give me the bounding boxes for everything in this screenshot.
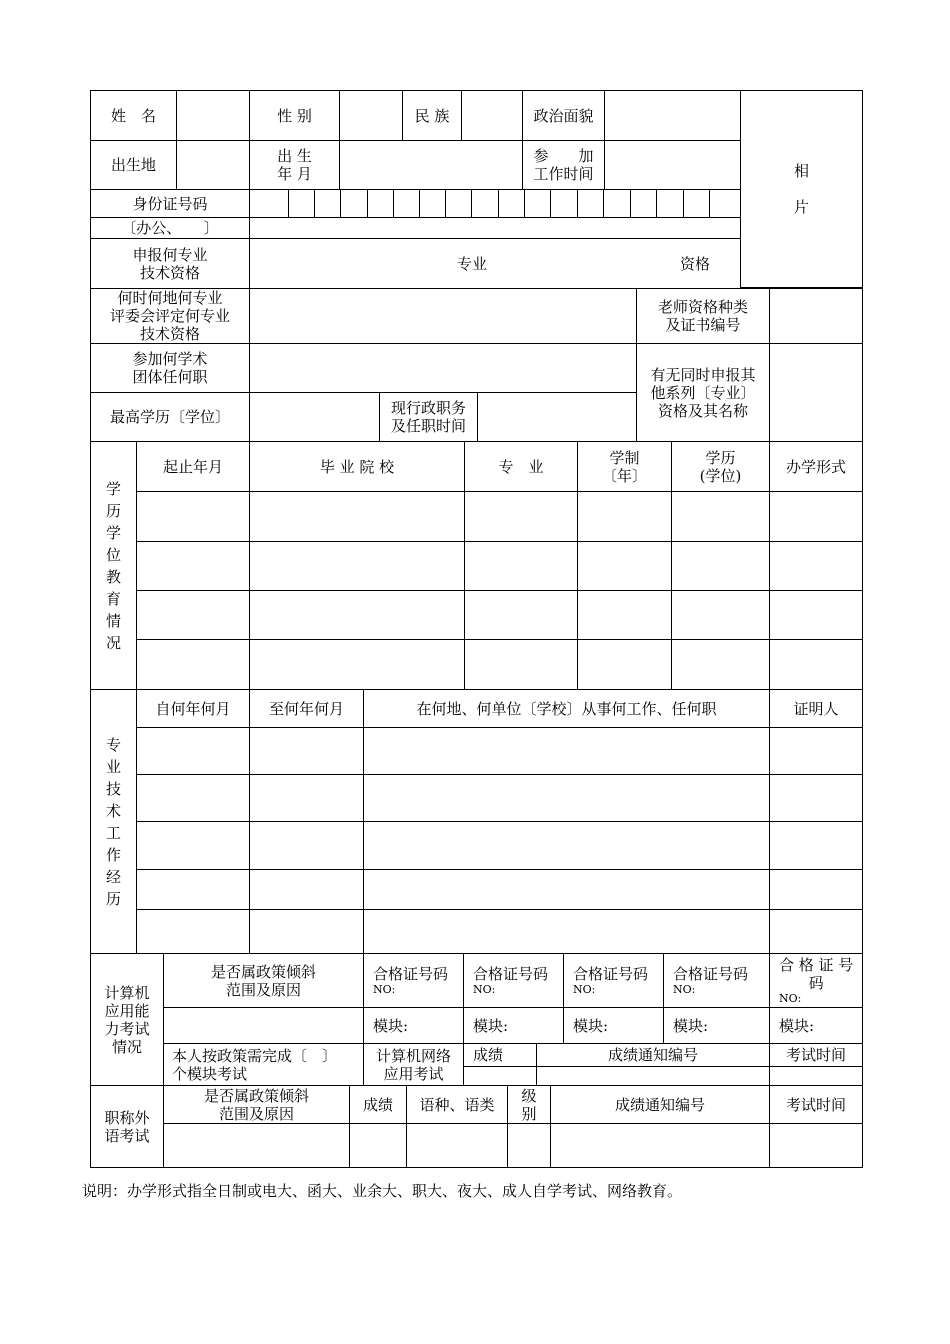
- table-cell[interactable]: [671, 491, 770, 542]
- society-field[interactable]: [249, 343, 637, 393]
- cert-code-cell[interactable]: [563, 953, 664, 1008]
- table-cell[interactable]: [249, 869, 364, 910]
- table-cell[interactable]: [464, 541, 578, 591]
- table-cell[interactable]: [136, 639, 250, 690]
- cert-code-cell[interactable]: [363, 953, 464, 1008]
- table-cell[interactable]: [464, 639, 578, 690]
- gender-field[interactable]: [339, 90, 403, 141]
- language-policy-label: 是否属政策倾斜 范围及原因: [163, 1085, 350, 1124]
- footnote: 说明：办学形式指全日制或电大、函大、业余大、职大、夜大、成人自学考试、网络教育。: [82, 1182, 683, 1200]
- table-cell[interactable]: [249, 491, 465, 542]
- table-cell[interactable]: [769, 541, 863, 591]
- language-level-label: 级 别: [507, 1085, 551, 1124]
- work-header-to: 至何年何月: [249, 689, 364, 728]
- table-cell[interactable]: [136, 727, 250, 775]
- language-notice-label: 成绩通知编号: [550, 1085, 770, 1124]
- network-score-field[interactable]: [463, 1066, 537, 1086]
- work-start-label: 参 加 工作时间: [522, 140, 605, 190]
- table-cell[interactable]: [249, 639, 465, 690]
- id-digit[interactable]: [471, 189, 499, 218]
- table-cell[interactable]: [464, 590, 578, 640]
- other-series-field[interactable]: [769, 343, 863, 442]
- table-cell[interactable]: [577, 541, 672, 591]
- computer-section-label: 计算机 应用能 力考试 情况: [90, 953, 164, 1086]
- table-cell[interactable]: [464, 491, 578, 542]
- table-cell[interactable]: [577, 639, 672, 690]
- evaluated-label: 何时何地何专业 评委会评定何专业 技术资格: [90, 288, 250, 344]
- complete-modules-label: 本人按政策需完成〔 〕 个模块考试: [163, 1043, 364, 1086]
- table-cell[interactable]: [671, 639, 770, 690]
- table-cell[interactable]: [136, 774, 250, 822]
- birthplace-field[interactable]: [176, 140, 250, 190]
- work-header-witness: 证明人: [769, 689, 863, 728]
- birth-date-field[interactable]: [339, 140, 523, 190]
- id-digit[interactable]: [314, 189, 341, 218]
- edu-header-years: 学制 〔年〕: [577, 441, 672, 492]
- cert-code-label: 合格证号码: [373, 965, 449, 983]
- table-cell[interactable]: [769, 774, 863, 822]
- table-cell[interactable]: [769, 727, 863, 775]
- id-digit[interactable]: [656, 189, 684, 218]
- ethnicity-label: 民 族: [402, 90, 462, 141]
- language-score-field[interactable]: [349, 1123, 407, 1168]
- id-digit[interactable]: [630, 189, 657, 218]
- cert-code-label: 合格证号码: [473, 965, 549, 983]
- network-date-field[interactable]: [769, 1066, 863, 1086]
- table-cell[interactable]: [136, 590, 250, 640]
- table-cell[interactable]: [136, 491, 250, 542]
- cert-code-cell[interactable]: [663, 953, 770, 1008]
- language-notice-field[interactable]: [550, 1123, 770, 1168]
- teacher-cert-label: 老师资格种类 及证书编号: [636, 288, 770, 344]
- education-section-text: 学历学位教育情况: [105, 479, 121, 652]
- language-type-field[interactable]: [406, 1123, 508, 1168]
- cert-code-cell[interactable]: [769, 953, 863, 1008]
- language-level-field[interactable]: [507, 1123, 551, 1168]
- phone-field[interactable]: [249, 217, 741, 239]
- module-cell[interactable]: 模块:: [769, 1007, 863, 1044]
- position-label: 现行政职务 及任职时间: [379, 392, 478, 442]
- id-label: 身份证号码: [90, 189, 250, 218]
- gender-label: 性 别: [249, 90, 340, 141]
- work-section-text: 专业技术工作经历: [105, 735, 121, 908]
- id-digit[interactable]: [419, 189, 446, 218]
- language-section-label: 职称外 语考试: [90, 1085, 164, 1168]
- edu-header-school: 毕 业 院 校: [249, 441, 465, 492]
- table-cell[interactable]: [363, 774, 770, 822]
- table-cell[interactable]: [577, 491, 672, 542]
- other-series-label: 有无同时申报其 他系列〔专业〕 资格及其名称: [636, 343, 770, 442]
- evaluated-field[interactable]: [249, 288, 637, 344]
- language-date-field[interactable]: [769, 1123, 863, 1168]
- cert-no-label: NO:: [673, 983, 696, 996]
- table-cell[interactable]: [363, 821, 770, 870]
- table-cell[interactable]: [769, 909, 863, 954]
- id-digit[interactable]: [603, 189, 631, 218]
- position-field[interactable]: [477, 392, 637, 442]
- id-digit[interactable]: [683, 189, 710, 218]
- table-cell[interactable]: [249, 727, 364, 775]
- table-cell[interactable]: [769, 869, 863, 910]
- cert-no-label: NO:: [373, 983, 396, 996]
- id-digit[interactable]: [340, 189, 368, 218]
- edu-header-degree: 学历 (学位): [671, 441, 770, 492]
- id-digit[interactable]: [550, 189, 578, 218]
- language-policy-field[interactable]: [163, 1123, 350, 1168]
- apply-field[interactable]: [249, 238, 741, 289]
- table-cell[interactable]: [769, 821, 863, 870]
- work-section-label: [90, 689, 137, 954]
- table-cell[interactable]: [249, 821, 364, 870]
- edu-header-period: 起止年月: [136, 441, 250, 492]
- network-notice-field[interactable]: [536, 1066, 770, 1086]
- table-cell[interactable]: [249, 909, 364, 954]
- society-label: 参加何学术 团体任何职: [90, 343, 250, 393]
- language-type-label: 语种、语类: [406, 1085, 508, 1124]
- id-digit[interactable]: [393, 189, 420, 218]
- table-cell[interactable]: [249, 541, 465, 591]
- cert-code-label: 合格证号码: [573, 965, 649, 983]
- political-label: 政治面貌: [522, 90, 605, 141]
- module-cell[interactable]: 模块:: [363, 1007, 464, 1044]
- id-digit[interactable]: [498, 189, 525, 218]
- table-cell[interactable]: [769, 491, 863, 542]
- work-start-field[interactable]: [604, 140, 741, 190]
- cert-no-label: NO:: [779, 992, 802, 1005]
- cert-no-label: NO:: [473, 983, 496, 996]
- table-cell[interactable]: [671, 590, 770, 640]
- id-digit[interactable]: [445, 189, 472, 218]
- cert-code-label: 合格证号码: [673, 965, 749, 983]
- teacher-cert-field[interactable]: [769, 288, 863, 344]
- apply-label: 申报何专业 技术资格: [90, 238, 250, 289]
- module-cell[interactable]: 模块:: [663, 1007, 770, 1044]
- language-score-label: 成绩: [349, 1085, 407, 1124]
- phone-label: 〔办公、 〕: [90, 217, 250, 239]
- table-cell[interactable]: [136, 821, 250, 870]
- id-digit[interactable]: [249, 189, 289, 218]
- id-digit[interactable]: [288, 189, 315, 218]
- name-field[interactable]: [176, 90, 250, 141]
- work-header-from: 自何年何月: [136, 689, 250, 728]
- module-cell[interactable]: 模块:: [463, 1007, 564, 1044]
- apply-major-text: 专业: [457, 255, 488, 273]
- table-cell[interactable]: [671, 541, 770, 591]
- cert-code-label: 合 格 证 号 码: [779, 956, 854, 992]
- cert-no-label: NO:: [573, 983, 596, 996]
- edu-header-form: 办学形式: [769, 441, 863, 492]
- birth-date-label: 出 生 年 月: [249, 140, 340, 190]
- table-cell[interactable]: [249, 774, 364, 822]
- table-cell[interactable]: [363, 909, 770, 954]
- network-date-label: 考试时间: [769, 1043, 863, 1067]
- table-cell[interactable]: [363, 727, 770, 775]
- political-field[interactable]: [604, 90, 741, 141]
- table-cell[interactable]: [363, 869, 770, 910]
- highest-edu-field[interactable]: [249, 392, 380, 442]
- module-cell[interactable]: 模块:: [563, 1007, 664, 1044]
- ethnicity-field[interactable]: [461, 90, 523, 141]
- education-section-label: [90, 441, 137, 690]
- apply-qual-text: 资格: [680, 255, 711, 273]
- table-cell[interactable]: [136, 869, 250, 910]
- birthplace-label: 出生地: [90, 140, 177, 190]
- table-cell[interactable]: [577, 590, 672, 640]
- name-label: 姓 名: [90, 90, 177, 141]
- table-cell[interactable]: [769, 590, 863, 640]
- table-cell[interactable]: [136, 541, 250, 591]
- computer-policy-label: 是否属政策倾斜 范围及原因: [163, 953, 364, 1008]
- edu-header-major: 专 业: [464, 441, 578, 492]
- computer-policy-field[interactable]: [163, 1007, 364, 1044]
- id-digit[interactable]: [577, 189, 604, 218]
- table-cell[interactable]: [249, 590, 465, 640]
- table-cell[interactable]: [769, 639, 863, 690]
- id-digit[interactable]: [367, 189, 394, 218]
- language-date-label: 考试时间: [769, 1085, 863, 1124]
- work-header-desc: 在何地、何单位〔学校〕从事何工作、任何职: [363, 689, 770, 728]
- cert-code-cell[interactable]: [463, 953, 564, 1008]
- network-notice-label: 成绩通知编号: [536, 1043, 770, 1067]
- table-cell[interactable]: [136, 909, 250, 954]
- highest-edu-label: 最高学历〔学位〕: [90, 392, 250, 442]
- id-digit[interactable]: [709, 189, 741, 218]
- photo-box: 相 片: [740, 90, 863, 288]
- network-score-label: 成绩: [463, 1043, 537, 1067]
- id-digit[interactable]: [524, 189, 551, 218]
- network-exam-label: 计算机网络 应用考试: [363, 1043, 464, 1086]
